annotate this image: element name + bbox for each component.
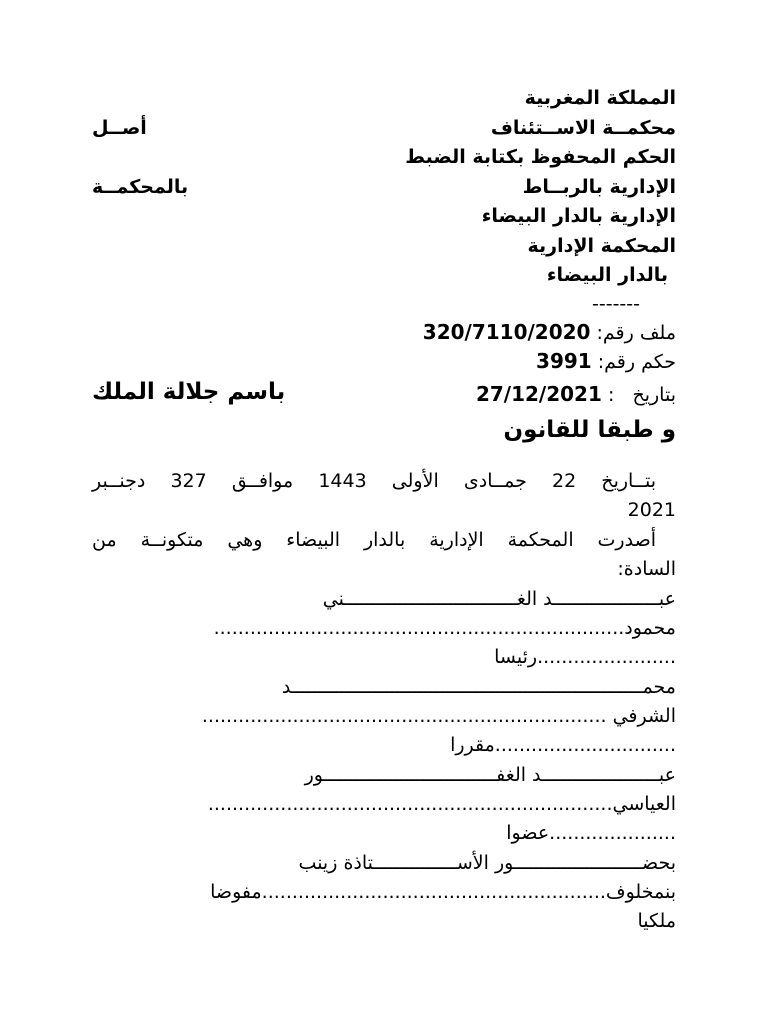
according-to-law-heading: و طبقا للقانون (503, 417, 676, 443)
rabat-court-line: الإدارية بالربــاط (522, 176, 676, 198)
issued-paragraph-line1 (92, 526, 676, 554)
ruling-number-value: 3991 (536, 349, 592, 373)
member-name-line1: عبـــــــــــــــــــــد الغفـــــــــــــــــــــــــــــــور (304, 764, 676, 786)
ruling-number-label: حكم رقم: (597, 351, 676, 373)
commissioner-line1: بحضـــــــــــــــــــــــور الأســـــــــــــــتاذة زينب (298, 852, 676, 874)
issued-paragraph-line2: السادة: (617, 558, 676, 580)
rapporteur-role: ..............................مقررا (450, 734, 676, 756)
date-value: 27/12/2021 (475, 382, 602, 406)
hijri-date-text: بتــاريخ 22 جمــادى الأولى 1443 موافــق 327 دجنــبر (92, 470, 656, 492)
date-line (476, 380, 676, 409)
admin-court-heading: المحكمة الإدارية (527, 235, 676, 257)
at-court-label: بالمحكمــة (92, 176, 189, 198)
original-label: أصــل (92, 117, 147, 139)
ruling-number-line (536, 347, 676, 376)
president-name-line2: محمود.................................................................... (213, 617, 676, 639)
admin-court-city: بالدار البيضاء (546, 264, 668, 286)
hijri-date-paragraph-line2: 2021 (627, 499, 676, 521)
president-name-line1: عبـــــــــــــــــــد الغـــــــــــــــــــــــــــــــني (322, 588, 676, 610)
in-name-of-king-heading: باسم جلالة الملك (92, 379, 286, 405)
president-role: .......................رئيسا (494, 646, 676, 668)
member-name-line2: العياسي................................................................... (207, 793, 676, 815)
casablanca-admin-line: الإدارية بالدار البيضاء (481, 205, 676, 227)
file-number-line (423, 318, 676, 347)
rapporteur-name-line1: محمـــــــــــــــــــــــــــــــــــــــــــــــــــــــــــــــد (281, 676, 676, 698)
commissioner-role: ملكيا (637, 910, 676, 932)
rapporteur-name-line2: الشرفي ................................................................... (201, 705, 676, 727)
issued-text: أصدرت المحكمة الإدارية بالدار البيضاء وهي متكونــة من (92, 529, 656, 551)
date-label: بتاريخ : (607, 384, 676, 406)
file-number-label: ملف رقم: (596, 322, 676, 344)
appeal-court-heading: محكمــة الاســتئناف (490, 117, 676, 139)
judgment-kept-line: الحكم المحفوظ بكتابة الضبط (405, 146, 676, 168)
separator-dashes: ------- (592, 293, 640, 315)
hijri-date-paragraph-line1 (92, 467, 676, 495)
kingdom-heading: المملكة المغربية (524, 87, 676, 109)
member-role: .....................عضوا (506, 822, 676, 844)
commissioner-line2: بنمخلوف.........................................................مفوضا (210, 881, 676, 903)
file-number-value: 320/7110/2020 (422, 320, 591, 344)
